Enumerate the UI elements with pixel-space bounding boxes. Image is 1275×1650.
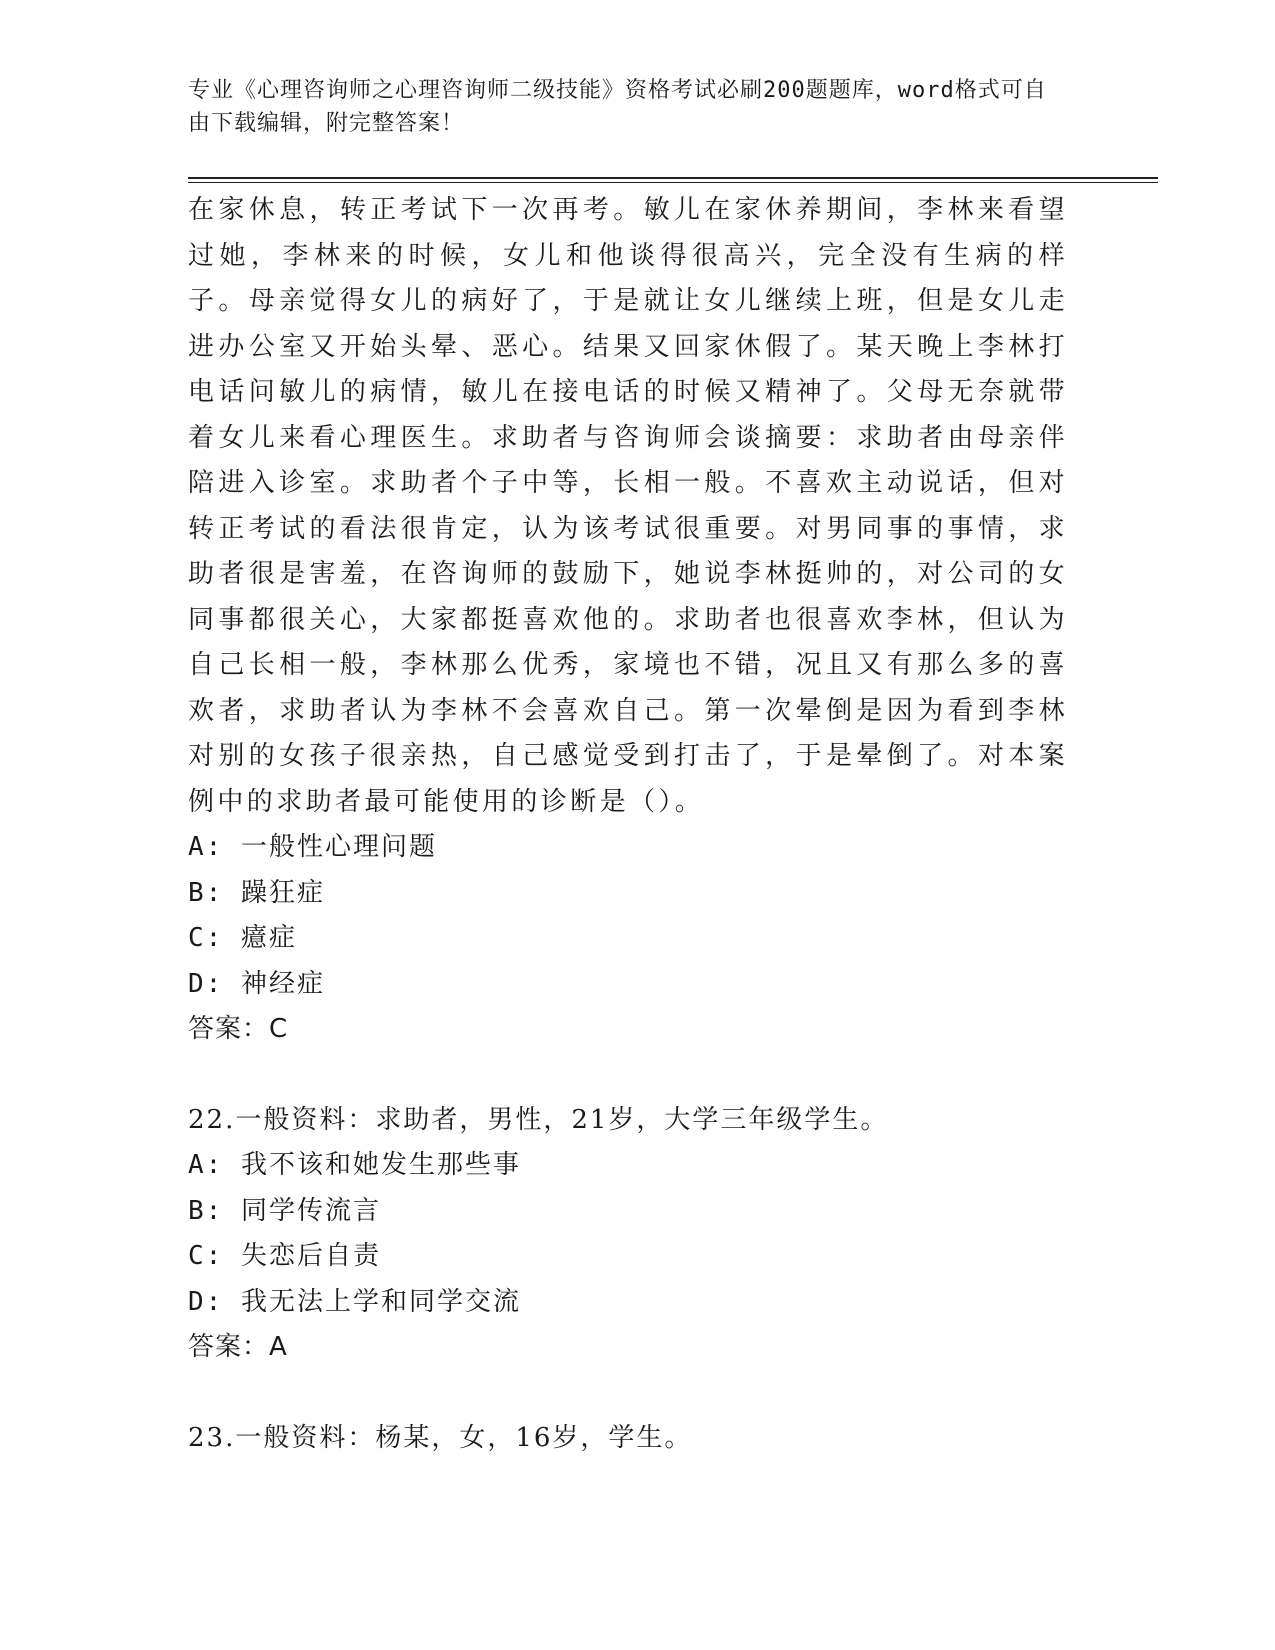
- option-letter: C:: [188, 923, 224, 953]
- option-letter: D:: [188, 1286, 224, 1317]
- option-text: 神经症: [240, 968, 325, 999]
- document-body: [188, 188, 1068, 1461]
- option-text: 我不该和她发生那些事: [240, 1150, 521, 1180]
- option-text: 一般性心理问题: [240, 832, 437, 862]
- option-c: [188, 916, 1068, 962]
- question-stem: 23.一般资料：杨某，女，16岁，学生。: [188, 1422, 693, 1453]
- answer-line: 答案：C: [188, 1014, 289, 1044]
- option-text: 失恋后自责: [240, 1241, 381, 1271]
- question-21: [188, 188, 1068, 1053]
- option-letter: C:: [188, 1241, 224, 1271]
- document-header: [188, 74, 1068, 140]
- option-text: 我无法上学和同学交流: [240, 1286, 521, 1317]
- option-letter: B:: [188, 1195, 224, 1226]
- option-letter: D:: [188, 968, 224, 999]
- question-22: [188, 1098, 1068, 1371]
- option-b: [188, 1189, 1068, 1235]
- answer-line: 答案：A: [188, 1332, 288, 1362]
- option-a: [188, 825, 1068, 871]
- spacer: [188, 1053, 1068, 1098]
- header-divider-thick: [188, 177, 1158, 179]
- option-b: [188, 871, 1068, 917]
- option-a: [188, 1143, 1068, 1189]
- option-text: 躁狂症: [240, 877, 325, 908]
- header-divider-thin: [188, 182, 1158, 183]
- option-d: [188, 1280, 1068, 1326]
- question-stem: 22.一般资料：求助者，男性，21岁，大学三年级学生。: [188, 1104, 889, 1135]
- question-stem: 在家休息，转正考试下一次再考。敏儿在家休养期间，李林来看望过她，李林来的时候，女儿和他谈得很高兴，完全没有生病的样子。母亲觉得女儿的病好了，于是就让女儿继续上班，但是女儿走进办公室又开始头晕、恶心。结果又回家休假了。某天晚上李林打电话问敏儿的病情，敏儿在接电话的时候又精神了。父母无奈就带着女儿来看心理医生。求助者与咨询师会谈摘要：求助者由母亲伴陪进入诊室。求助者个子中等，长相一般。不喜欢主动说话，但对转正考试的看法很肯定，认为该考试很重要。对男同事的事情，求助者很是害羞，在咨询师的鼓励下，她说李林挺帅的，对公司的女同事都很关心，大家都挺喜欢他的。求助者也很喜欢李林，但认为自己长相一般，李林那么优秀，家境也不错，况且又有那么多的喜欢者，求助者认为李林不会喜欢自己。第一次晕倒是因为看到李林对别的女孩子很亲热，自己感觉受到打击了，于是晕倒了。对本案例中的求助者最可能使用的诊断是（）。: [188, 195, 1068, 817]
- option-letter: A:: [188, 832, 224, 862]
- spacer: [188, 1371, 1068, 1416]
- option-text: 癔症: [240, 923, 297, 953]
- question-23: [188, 1416, 1068, 1462]
- option-letter: A:: [188, 1150, 224, 1180]
- header-title: 专业《心理咨询师之心理咨询师二级技能》资格考试必刷200题题库，word格式可自由下载编辑，附完整答案！: [188, 78, 1047, 136]
- option-text: 同学传流言: [240, 1195, 381, 1226]
- option-c: [188, 1234, 1068, 1280]
- option-letter: B:: [188, 877, 224, 908]
- option-d: [188, 962, 1068, 1008]
